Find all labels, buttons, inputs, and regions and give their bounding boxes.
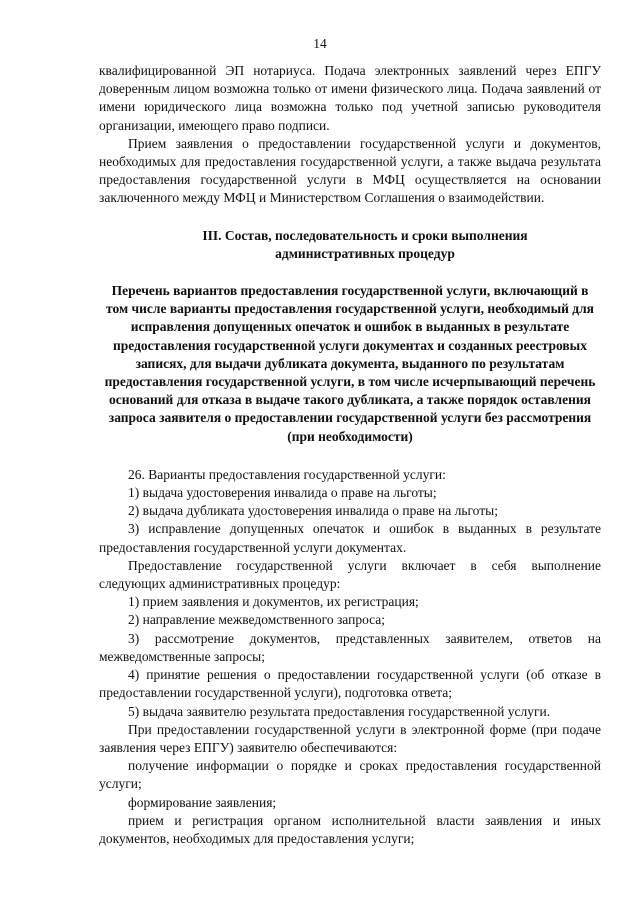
section-heading: III. Состав, последовательность и сроки выполнения административных процедур	[202, 227, 528, 261]
paragraph-continuation: квалифицированной ЭП нотариуса. Подача электронных заявлений через ЕПГУ доверенным лицом возможна только от имени физического лица. Подача заявлений от имени юридического лица возможна только под учетной записью руководителя организации, имеющего право подписи.	[99, 63, 601, 133]
electronic-item-3: прием и регистрация органом исполнительной власти заявления и иных документов, необходимых для предоставления услуги;	[99, 812, 601, 846]
page-number: 14	[313, 36, 327, 51]
document-body	[99, 62, 601, 848]
electronic-item-1: получение информации о порядке и сроках предоставления государственной услуги;	[99, 758, 601, 792]
procedure-5: 5) выдача заявителю результата предоставления государственной услуги.	[128, 703, 551, 719]
item-26-1: 1) выдача удостоверения инвалида о праве на льготы;	[128, 485, 437, 501]
electronic-intro: При предоставлении государственной услуги в электронной форме (при подаче заявления через ЕПГУ) заявителю обеспечиваются:	[99, 721, 601, 755]
item-26-2: 2) выдача дубликата удостоверения инвалида о праве на льготы;	[128, 503, 498, 519]
electronic-item-2: формирование заявления;	[128, 794, 277, 810]
procedure-1: 1) прием заявления и документов, их регистрация;	[128, 594, 419, 610]
procedures-intro: Предоставление государственной услуги включает в себя выполнение следующих административных процедур:	[99, 557, 601, 592]
item-26: 26. Варианты предоставления государственной услуги:	[128, 466, 446, 482]
procedure-3: 3) рассмотрение документов, представленных заявителем, ответов на межведомственные запросы;	[99, 630, 601, 664]
sub-heading: Перечень вариантов предоставления государственной услуги, включающий в том числе варианты предоставления государственной услуги, необходимый для исправления допущенных опечаток и ошибок в выданных в результате предоставления государственной услуги документах и созданных реестровых записях, для выдачи дубликата документа, выданного по результатам предоставления государственной услуги, в том числе исчерпывающий перечень оснований для отказа в выдаче такого дубликата, а также порядок оставления запроса заявителя о предоставлении государственной услуги без рассмотрения (при необходимости)	[104, 283, 596, 444]
procedure-2: 2) направление межведомственного запроса;	[128, 612, 386, 628]
item-26-3: 3) исправление допущенных опечаток и ошибок в выданных в результате предоставления государственной услуги документах.	[99, 521, 601, 555]
paragraph-mfc-agreement: Прием заявления о предоставлении государственной услуги и документов, необходимых для предоставления государственной услуги, а также выдача результата предоставления государственной услуги в МФЦ осуществляется на основании заключенного между МФЦ и Министерством Соглашения о взаимодействии.	[99, 135, 601, 206]
procedure-4: 4) принятие решения о предоставлении государственной услуги (об отказе в предоставлении государственной услуги), подготовка ответа;	[99, 667, 601, 701]
